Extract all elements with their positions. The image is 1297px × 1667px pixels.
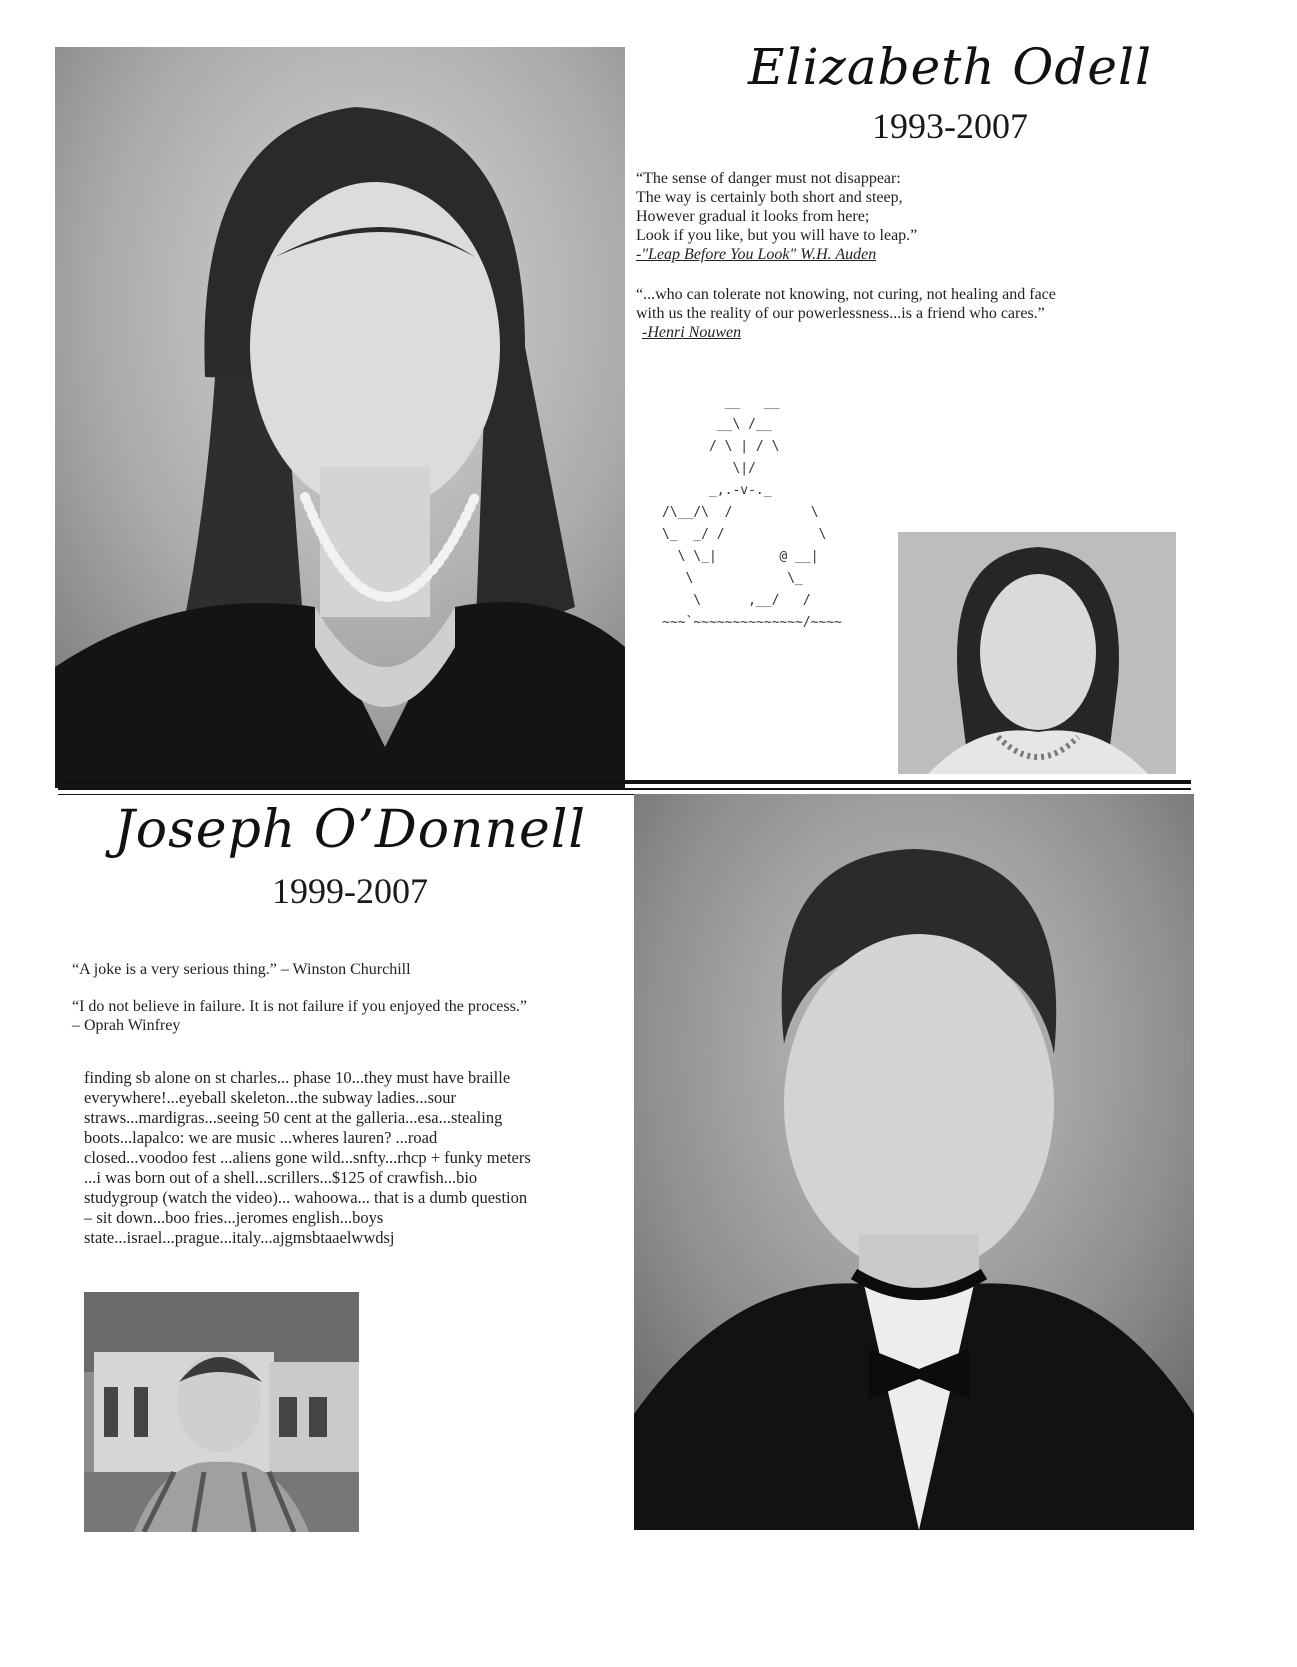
student2-name: Joseph O’Donnell <box>113 800 587 860</box>
student1-quote-nouwen <box>636 285 1196 342</box>
student1-name: Elizabeth Odell <box>748 38 1152 96</box>
memories-line: – sit down...boo fries...jeromes english...boys <box>84 1208 384 1227</box>
section-divider-thin <box>58 788 1191 790</box>
quote-line: However gradual it looks from here; <box>636 208 870 225</box>
quote-line: “...who can tolerate not knowing, not curing, not healing and face <box>636 286 1056 303</box>
memories-line: everywhere!...eyeball skeleton...the subway ladies...sour <box>84 1088 457 1107</box>
quote-line: Look if you like, but you will have to leap.” <box>636 227 918 244</box>
student1-quote-auden <box>636 169 1176 264</box>
memories-line: state...israel...prague...italy...ajgmsbtaaelwwdsj <box>84 1228 395 1247</box>
quote-line: “The sense of danger must not disappear: <box>636 170 901 187</box>
memories-line: straws...mardigras...seeing 50 cent at the galleria...esa...stealing <box>84 1108 503 1127</box>
section-divider-thick <box>58 780 1191 784</box>
quote-line: “I do not believe in failure. It is not failure if you enjoyed the process.” <box>72 998 527 1015</box>
joseph-portrait-photo <box>634 794 1194 1530</box>
memories-line: closed...voodoo fest ...aliens gone wild...snfty...rhcp + funky meters <box>84 1148 531 1167</box>
ascii-art-whale: __ __ __\ /__ / \ | / \ \|/ _,.-v-._ /\__/\ / \ \_ _/ / \ \ \_| @ __| \ \_ \ ,__/ / ~~~`~~~~~~~~~~~~~~/~~~~ <box>662 395 843 630</box>
student2-years: 1999-2007 <box>272 871 428 911</box>
student2-quote-churchill: “A joke is a very serious thing.” – Winston Churchill <box>72 961 411 978</box>
quote-attribution: -Henri Nouwen <box>642 324 742 341</box>
student2-memories <box>84 1068 629 1248</box>
memories-line: studygroup (watch the video)... wahoowa... that is a dumb question <box>84 1188 528 1207</box>
elizabeth-casual-photo <box>898 532 1176 774</box>
memories-line: boots...lapalco: we are music ...wheres lauren? ...road <box>84 1128 438 1147</box>
memories-line: ...i was born out of a shell...scrillers...$125 of crawfish...bio <box>84 1168 478 1187</box>
quote-attribution: -"Leap Before You Look" W.H. Auden <box>636 246 877 263</box>
memories-line: finding sb alone on st charles... phase 10...they must have braille <box>84 1068 511 1087</box>
student1-years: 1993-2007 <box>872 106 1028 146</box>
elizabeth-portrait-photo <box>55 47 625 788</box>
joseph-casual-photo <box>84 1292 359 1532</box>
student2-quote-winfrey <box>72 997 632 1035</box>
quote-line: The way is certainly both short and steep, <box>636 189 903 206</box>
quote-line: with us the reality of our powerlessness...is a friend who cares.” <box>636 305 1045 322</box>
quote-line: – Oprah Winfrey <box>72 1017 181 1034</box>
